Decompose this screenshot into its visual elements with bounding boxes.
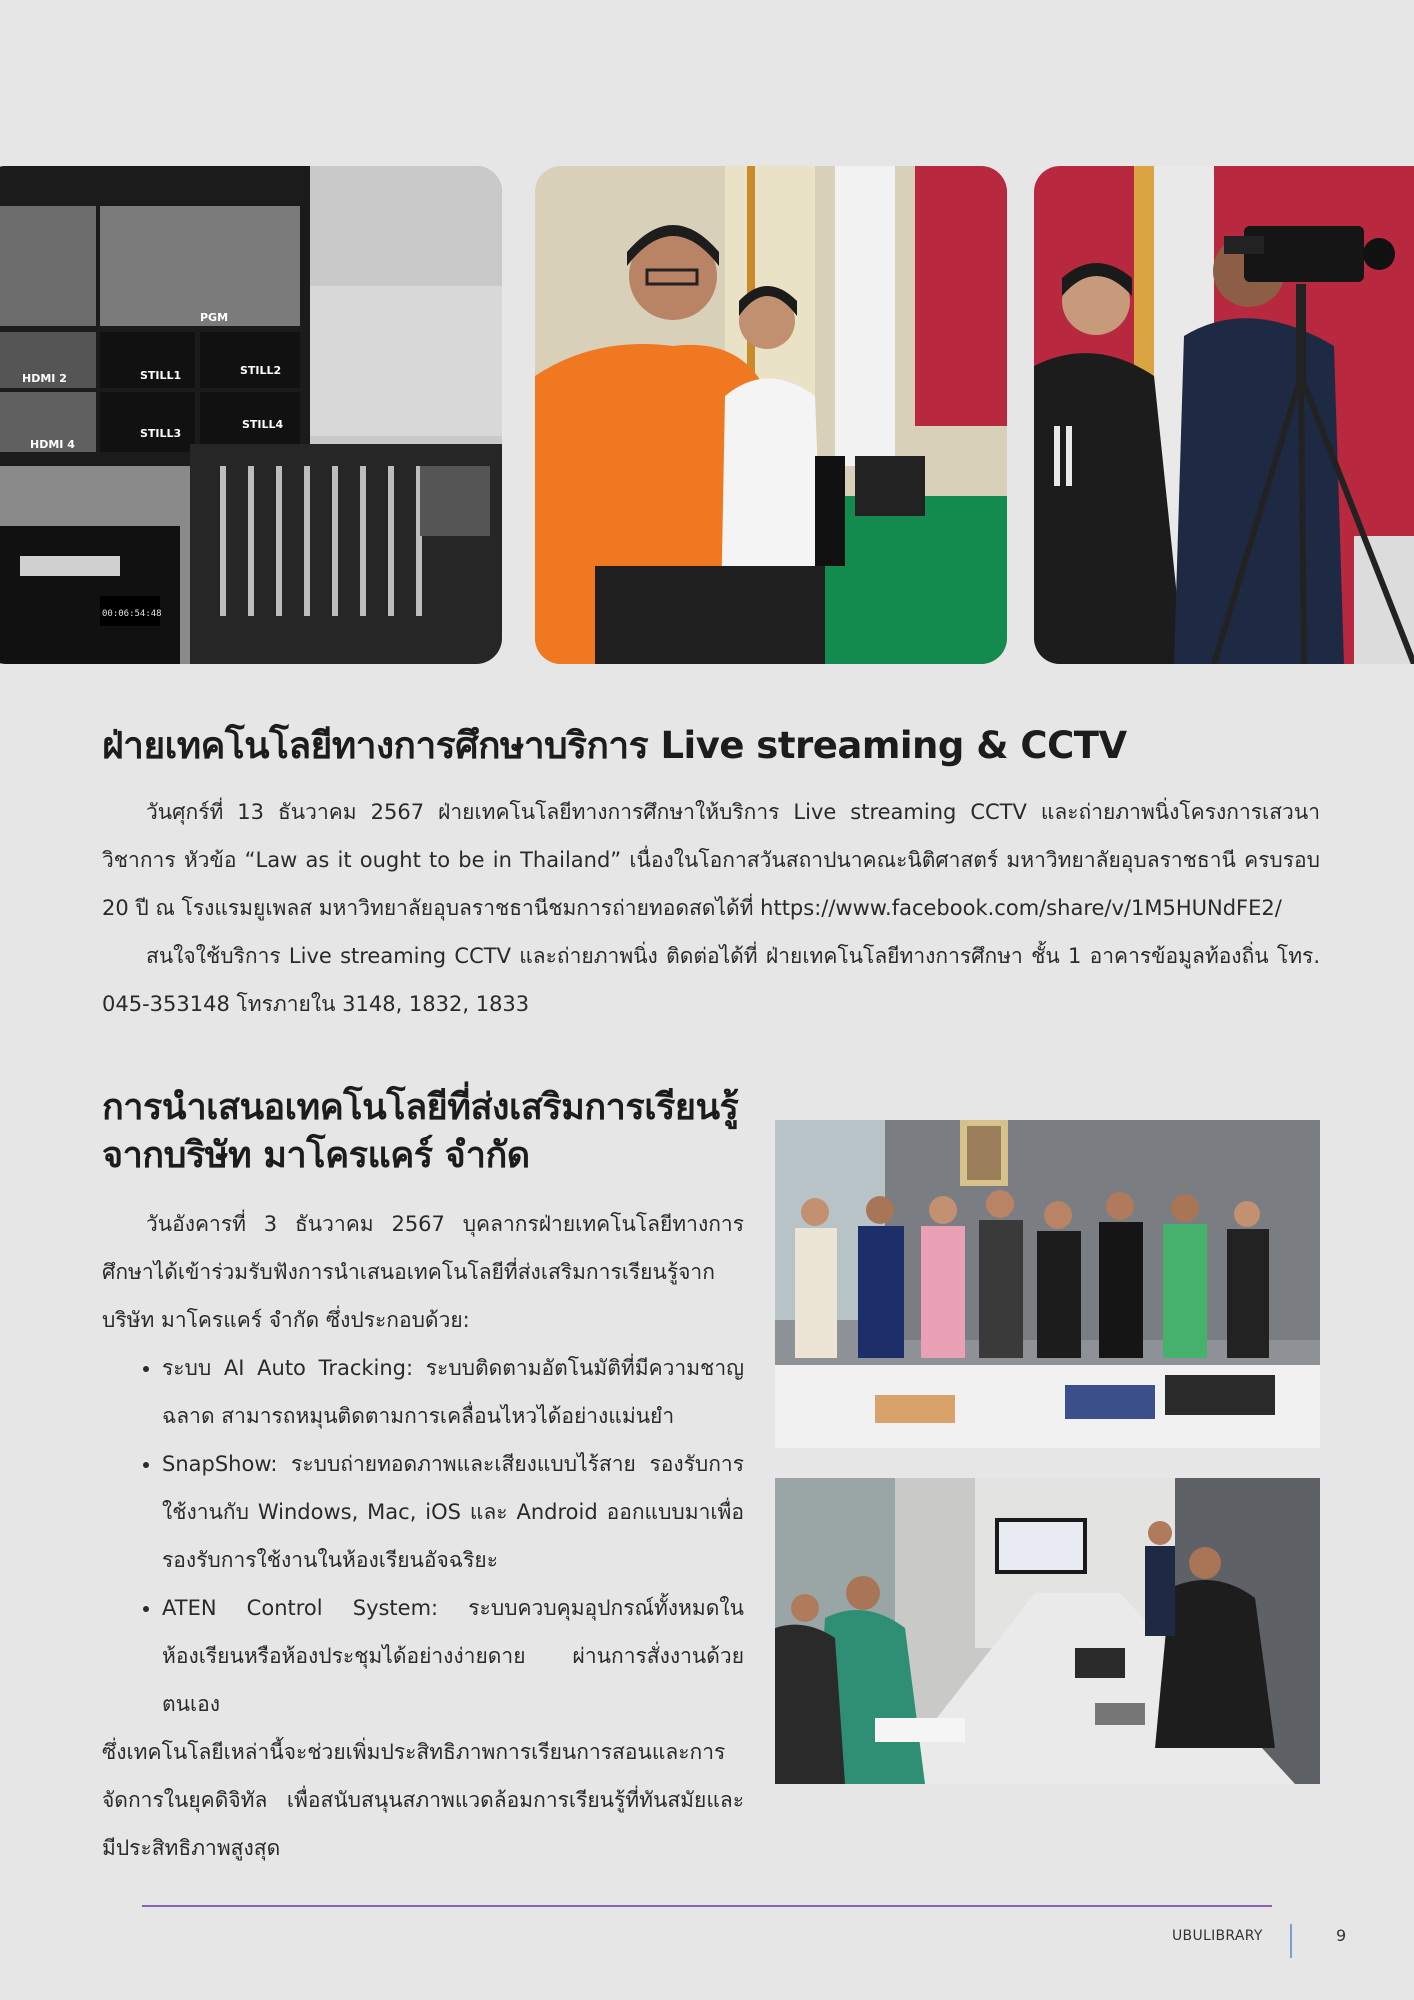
page-number: 9: [1336, 1926, 1347, 1945]
list-item: • ระบบ AI Auto Tracking: ระบบติดตามอัตโนมัติที่มีความชาญฉลาด สามารถหมุนติดตามการเคลื่อนไหวได้อย่างแม่นยำ: [162, 1344, 744, 1440]
monitor-label-hdmi2: HDMI 2: [22, 372, 67, 385]
livestream-paragraph-contact: สนใจใช้บริการ Live streaming CCTV และถ่ายภาพนิ่ง ติดต่อได้ที่ ฝ่ายเทคโนโลยีทางการศึกษา ชั้น 1 อาคารข้อมูลท้องถิ่น โทร. 045-353148 โทรภายใน 3148, 1832, 1833: [102, 944, 1320, 1016]
recorder-timecode: 00:06:54:48: [102, 609, 162, 619]
monitor-label-still2: STILL2: [240, 364, 282, 377]
section-heading-livestreaming: ฝ่ายเทคโนโลยีทางการศึกษาบริการ Live streaming & CCTV: [102, 724, 1127, 767]
presentation-conclusion-paragraph: ซึ่งเทคโนโลยีเหล่านี้จะช่วยเพิ่มประสิทธิภาพการเรียนการสอนและการจัดการในยุคดิจิทัล เพื่อสนับสนุนสภาพแวดล้อมการเรียนรู้ที่ทันสมัยและมีประสิทธิภาพสูงสุด: [102, 1740, 744, 1860]
photo-livestream-control-desk: [0, 166, 502, 664]
footer-publication-label: UBULIBRARY: [1172, 1928, 1263, 1944]
monitor-label-still3: STILL3: [140, 427, 182, 440]
livestream-paragraph-event: วันศุกร์ที่ 13 ธันวาคม 2567 ฝ่ายเทคโนโลยีทางการศึกษาให้บริการ Live streaming CCTV และถ่ายภาพนิ่งโครงการเสวนาวิชาการ หัวข้อ “Law as it ought to be in Thailand” เนื่องในโอกาสวันสถาปนาคณะนิติศาสตร์ มหาวิทยาลัยอุบลราชธานี ครบรอบ 20 ปี ณ โรงแรมยูเพลส มหาวิทยาลัยอุบลราชธานีชมการถ่ายทอดสดได้ที่ https://www.facebook.com/share/v/1M5HUNdFE2/: [102, 800, 1320, 920]
monitor-label-pgm: PGM: [200, 311, 229, 324]
section-heading-technology-presentation: การนำเสนอเทคโนโลยีที่ส่งเสริมการเรียนรู้จากบริษัท มาโครแคร์ จำกัด: [102, 1087, 739, 1176]
presentation-intro-paragraph: วันอังคารที่ 3 ธันวาคม 2567 บุคลากรฝ่ายเทคโนโลยีทางการศึกษาได้เข้าร่วมรับฟังการนำเสนอเทคโนโลยีที่ส่งเสริมการเรียนรู้จากบริษัท มาโครแคร์ จำกัด ซึ่งประกอบด้วย:: [102, 1212, 744, 1332]
photo-group-thumbs-up: [775, 1120, 1320, 1448]
photo-operators-at-switcher: [535, 166, 1007, 664]
monitor-label-still4: STILL4: [242, 418, 284, 431]
list-item: • ATEN Control System: ระบบควบคุมอุปกรณ์ทั้งหมดในห้องเรียนหรือห้องประชุมได้อย่างง่ายดาย ผ่านการสั่งงานด้วยตนเอง: [162, 1584, 744, 1728]
monitor-label-still1: STILL1: [140, 369, 182, 382]
footer-separator: [1290, 1924, 1292, 1958]
list-item: • SnapShow: ระบบถ่ายทอดภาพและเสียงแบบไร้สาย รองรับการใช้งานกับ Windows, Mac, iOS และ Android ออกแบบมาเพื่อรองรับการใช้งานในห้องเรียนอัจฉริยะ: [162, 1440, 744, 1584]
footer-divider: [142, 1905, 1272, 1907]
photo-camera-operators: [1034, 166, 1414, 664]
photo-meeting-room-demo: [775, 1478, 1320, 1784]
monitor-label-hdmi4: HDMI 4: [30, 438, 75, 451]
technology-bullet-list: [102, 1344, 744, 1728]
